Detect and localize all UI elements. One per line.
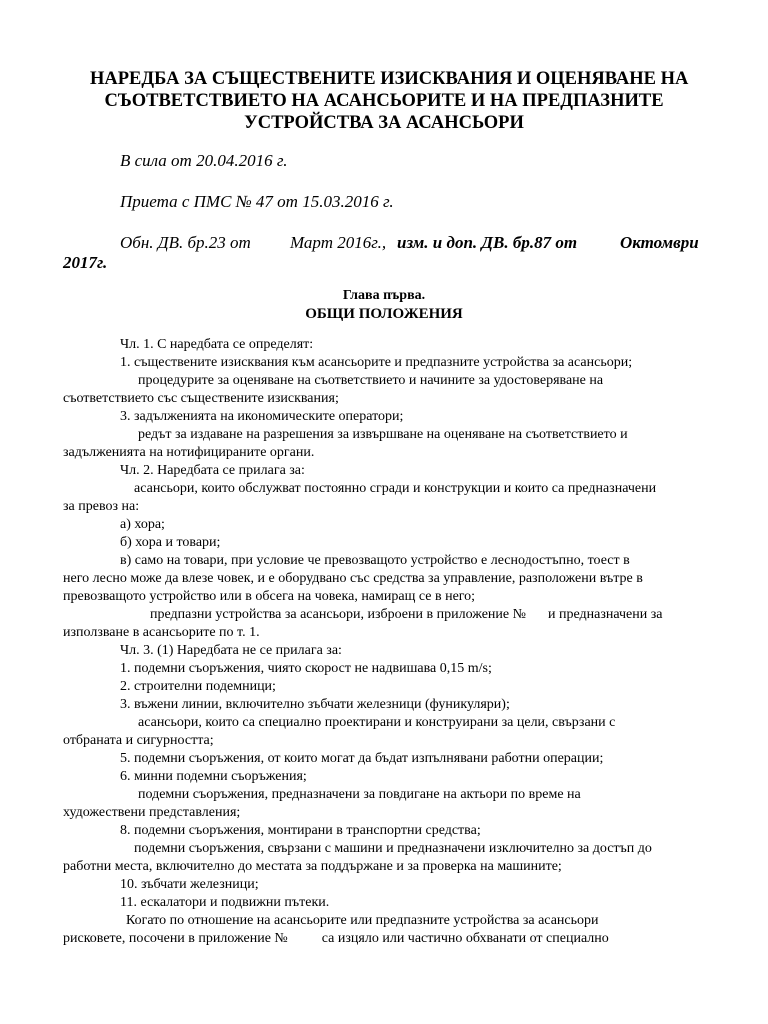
- paragraph: 8. подемни съоръжения, монтирани в транспортни средства;: [120, 823, 481, 838]
- paragraph: използване в асансьорите по т. 1.: [63, 625, 260, 640]
- paragraph: задълженията на нотифицираните органи.: [63, 445, 315, 460]
- publication-part-1: Обн. ДВ. бр.23 от: [120, 233, 251, 252]
- document-title: [90, 68, 689, 134]
- paragraph: подемни съоръжения, предназначени за повдигане на актьори по време на: [138, 787, 581, 802]
- paragraph: Чл. 1. С наредбата се определят:: [120, 337, 314, 352]
- paragraph: редът за издаване на разрешения за извършване на оценяване на съответствието и: [138, 427, 628, 442]
- publication-part-3: изм. и доп. ДВ. бр.87 от: [397, 233, 578, 252]
- title-line-3: УСТРОЙСТВА ЗА АСАНСЬОРИ: [244, 113, 524, 133]
- paragraph: в) само на товари, при условие че превозващото устройство е леснодостъпно, тоест в: [120, 553, 630, 568]
- paragraph: 2. строителни подемници;: [120, 679, 276, 694]
- paragraph: подемни съоръжения, свързани с машини и предназначени изключително за достъп до: [134, 841, 652, 856]
- paragraph: за превоз на:: [63, 499, 140, 514]
- adoption-info: Приета с ПМС № 47 от 15.03.2016 г.: [120, 192, 394, 211]
- paragraph: 3. задълженията на икономическите оператори;: [120, 409, 404, 424]
- paragraph: отбраната и сигурността;: [63, 733, 214, 748]
- chapter-title: ОБЩИ ПОЛОЖЕНИЯ: [305, 306, 463, 322]
- document-body: [63, 336, 728, 948]
- paragraph: работни места, включително до местата за поддържане и за проверка на машините;: [63, 859, 562, 874]
- paragraph: превозващото устройство или в обсега на човека, намиращ се в него;: [63, 589, 476, 604]
- paragraph: Чл. 3. (1) Наредбата не се прилага за:: [120, 643, 342, 658]
- publication-year: 2017г.: [63, 253, 108, 272]
- paragraph: предпазни устройства за асансьори, изброени в приложение № и предназначени за: [150, 607, 663, 622]
- chapter-number: Глава първа.: [342, 288, 426, 303]
- paragraph: асансьори, които обслужват постоянно сгради и конструкции и които са предназначени: [134, 481, 657, 496]
- paragraph: Когато по отношение на асансьорите или предпазните устройства за асансьори: [126, 913, 599, 928]
- title-line-2: СЪОТВЕТСТВИЕТО НА АСАНСЬОРИТЕ И НА ПРЕДПАЗНИТЕ: [104, 91, 664, 111]
- paragraph: художествени представления;: [63, 805, 241, 820]
- paragraph: б) хора и товари;: [120, 535, 221, 550]
- paragraph: 1. подемни съоръжения, чиято скорост не надвишава 0,15 m/s;: [120, 661, 492, 676]
- paragraph: рисковете, посочени в приложение № са изцяло или частично обхванати от специално: [63, 931, 609, 946]
- paragraph: 6. минни подемни съоръжения;: [120, 769, 307, 784]
- publication-part-4: Октомври: [620, 233, 699, 252]
- in-force-date: В сила от 20.04.2016 г.: [120, 151, 288, 170]
- paragraph: 10. зъбчати железници;: [120, 877, 259, 892]
- publication-part-2: Март 2016г.,: [290, 233, 387, 252]
- title-line-1: НАРЕДБА ЗА СЪЩЕСТВЕНИТЕ ИЗИСКВАНИЯ И ОЦЕНЯВАНЕ НА: [90, 69, 689, 89]
- paragraph: 11. ескалатори и подвижни пътеки.: [120, 895, 330, 910]
- paragraph: Чл. 2. Наредбата се прилага за:: [120, 463, 305, 478]
- paragraph: съответствието със съществените изисквания;: [63, 391, 339, 406]
- paragraph: асансьори, които са специално проектирани и конструирани за цели, свързани с: [138, 715, 616, 730]
- paragraph: а) хора;: [120, 517, 165, 532]
- paragraph: 1. съществените изисквания към асансьорите и предпазните устройства за асансьори;: [120, 355, 633, 370]
- paragraph: него лесно може да влезе човек, и е оборудвано със средства за управление, разположени вътре в: [63, 571, 643, 586]
- paragraph: 5. подемни съоръжения, от които могат да бъдат изпълнявани работни операции;: [120, 751, 604, 766]
- paragraph: 3. въжени линии, включително зъбчати железници (фуникуляри);: [120, 697, 510, 712]
- paragraph: процедурите за оценяване на съответствието и начините за удостоверяване на: [138, 373, 604, 388]
